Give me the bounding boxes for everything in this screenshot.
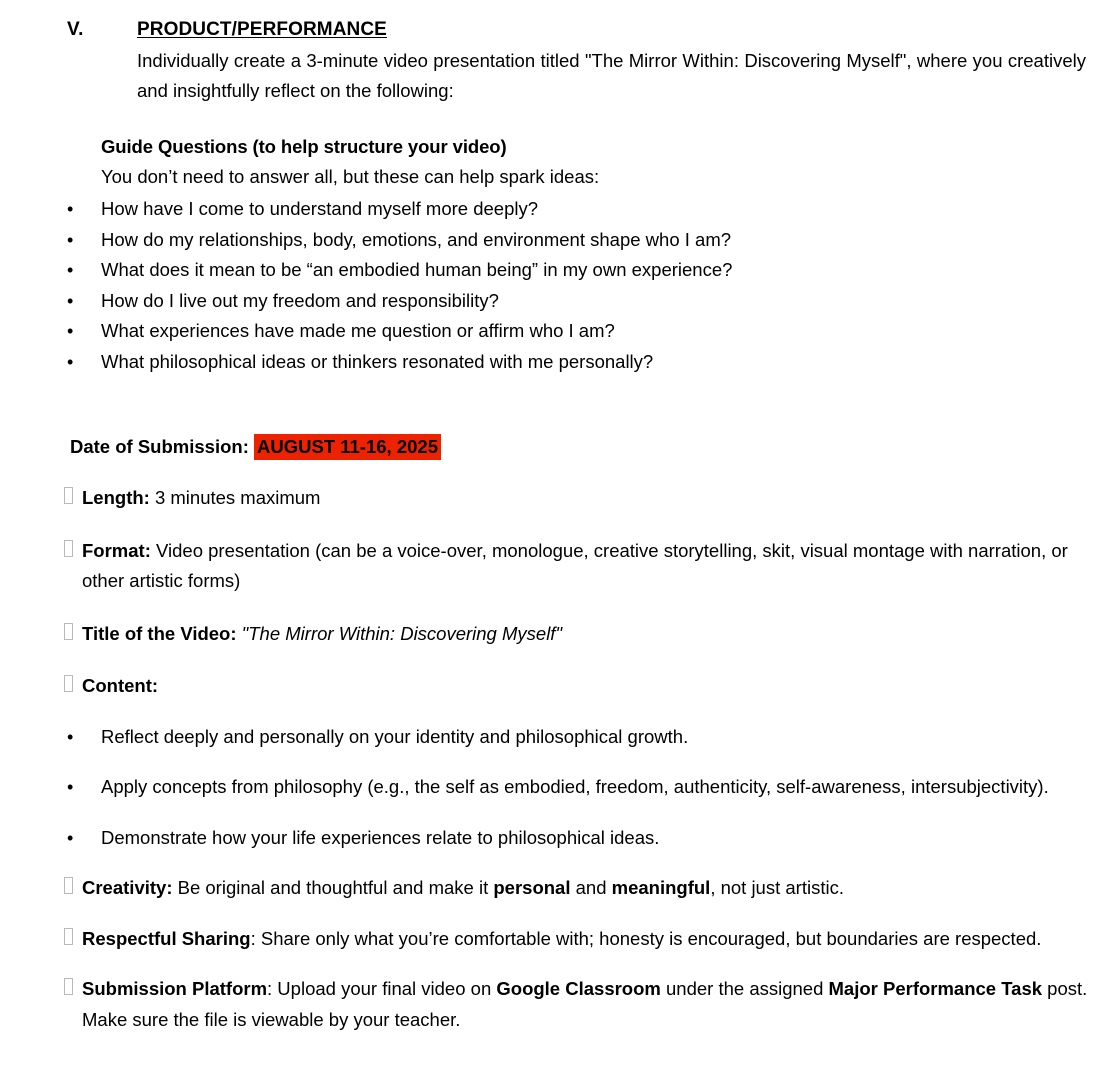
guide-questions-list: [0, 194, 1114, 377]
spec-respectful-sharing-label: Respectful Sharing: [82, 927, 251, 949]
spec-length: [0, 483, 1114, 514]
spec-submission-platform-strong-1: Google Classroom: [496, 978, 661, 999]
list-item: [0, 347, 1114, 378]
list-item: [0, 255, 1114, 286]
bullet-icon: •: [67, 827, 74, 848]
list-item-label: How do my relationships, body, emotions, and environment shape who I am?: [101, 228, 732, 250]
missing-glyph-box-icon: [64, 877, 73, 894]
spec-video-title-value: "The Mirror Within: Discovering Myself": [241, 622, 563, 644]
missing-glyph-box-icon: [64, 487, 73, 504]
list-item-label: What does it mean to be “an embodied human being” in my own experience?: [101, 259, 733, 280]
spec-creativity-text-3: , not just artistic.: [710, 877, 844, 898]
spec-length-label: Length:: [82, 487, 150, 508]
spec-creativity-strong-2: meaningful: [611, 877, 711, 898]
list-item-label: What philosophical ideas or thinkers resonated with me personally?: [101, 350, 654, 372]
date-of-submission-highlight: AUGUST 11-16, 2025: [254, 434, 441, 460]
guide-questions-subheading: You don’t need to answer all, but these can help spark ideas:: [101, 166, 600, 187]
spec-submission-platform-strong-2: Major Performance Task: [828, 978, 1043, 999]
spec-submission-platform-text-1: : Upload your final video on: [267, 978, 497, 999]
missing-glyph-box-icon: [64, 623, 73, 640]
section-title: PRODUCT/PERFORMANCE: [137, 19, 387, 40]
bullet-icon: •: [67, 260, 74, 280]
list-item: [0, 823, 1114, 854]
spec-length-value: 3 minutes maximum: [149, 487, 321, 508]
spec-video-title: [0, 619, 1114, 650]
missing-glyph-box-icon: [64, 928, 73, 945]
guide-questions-heading: Guide Questions (to help structure your video): [101, 136, 507, 157]
spec-respectful-sharing: [0, 924, 1114, 955]
bullet-icon: •: [67, 777, 74, 797]
list-item: [0, 772, 1114, 803]
list-item-label: How have I come to understand myself more deeply?: [101, 198, 539, 219]
spec-respectful-sharing-value: : Share only what you’re comfortable with; honesty is encouraged, but boundaries are respected.: [250, 927, 1042, 949]
spec-creativity-text-1: Be original and thoughtful and make it: [172, 877, 494, 898]
list-item-label: Demonstrate how your life experiences relate to philosophical ideas.: [101, 826, 660, 848]
spec-format: [0, 536, 1114, 597]
list-item-label: How do I live out my freedom and responsibility?: [101, 289, 499, 311]
list-item-label: Apply concepts from philosophy (e.g., the self as embodied, freedom, authenticity, self-awareness, intersubjectivity).: [101, 776, 1049, 797]
guide-questions-block: [0, 132, 1114, 192]
missing-glyph-box-icon: [64, 540, 73, 557]
spec-creativity: [0, 873, 1114, 904]
list-item: [0, 225, 1114, 256]
missing-glyph-box-icon: [64, 978, 73, 995]
section-intro-paragraph: Individually create a 3-minute video presentation titled "The Mirror Within: Discovering Myself", where you creatively and insightfully reflect on the following:: [137, 50, 1086, 101]
section-heading: [0, 0, 1114, 43]
content-bullets-list: [0, 722, 1114, 854]
bullet-icon: •: [67, 199, 74, 219]
spec-creativity-label: Creativity:: [82, 877, 173, 898]
list-item-label: Reflect deeply and personally on your identity and philosophical growth.: [101, 725, 689, 747]
spec-content: [0, 671, 1114, 702]
spec-submission-platform: [0, 974, 1114, 1035]
spec-creativity-text-2: and: [570, 877, 612, 898]
list-item: [0, 286, 1114, 317]
spec-creativity-strong-1: personal: [493, 877, 571, 898]
spec-video-title-label: Title of the Video:: [82, 622, 237, 644]
spec-submission-platform-text-2: under the assigned: [660, 978, 829, 999]
bullet-icon: •: [67, 290, 74, 311]
list-item: [0, 194, 1114, 225]
bullet-icon: •: [67, 726, 74, 747]
bullet-icon: •: [67, 321, 74, 341]
bullet-icon: •: [67, 351, 74, 372]
bullet-icon: •: [67, 229, 74, 250]
spec-submission-platform-label: Submission Platform: [82, 978, 268, 999]
date-of-submission-label: Date of Submission:: [70, 436, 249, 457]
missing-glyph-box-icon: [64, 675, 73, 692]
section-numeral: V.: [67, 19, 84, 40]
spec-content-label: Content:: [82, 675, 159, 696]
list-item-label: What experiences have made me question or affirm who I am?: [101, 320, 615, 341]
date-of-submission-line: [0, 433, 1114, 461]
spec-submission-platform-text-3: post. Make sure the file is viewable by your teacher.: [82, 978, 1088, 1030]
list-item: [0, 316, 1114, 347]
list-item: [0, 722, 1114, 753]
spec-format-label: Format:: [82, 539, 151, 561]
spec-format-value: Video presentation (can be a voice-over, monologue, creative storytelling, skit, visual montage with narration, or other artistic forms): [82, 539, 1068, 591]
